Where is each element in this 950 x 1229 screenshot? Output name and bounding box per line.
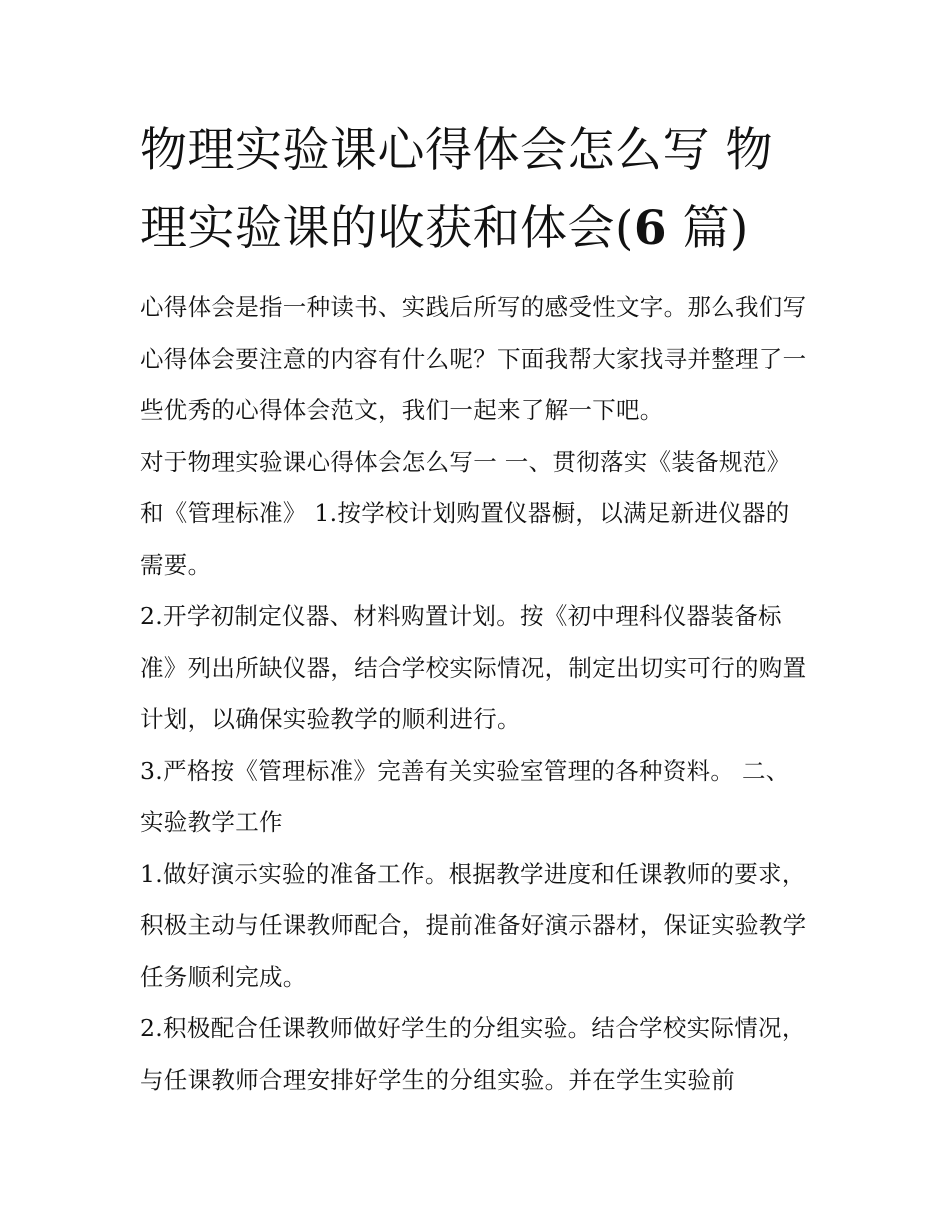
- title-line-2-start: 理实验课的收获和体会(: [140, 201, 634, 256]
- teaching-item-1-paragraph: 1.做好演示实验的准备工作。根据教学进度和任课教师的要求，积极主动与任课教师配合，提前准备好演示器材，保证实验教学任务顺利完成。: [140, 859, 807, 991]
- teaching-item-2-paragraph: 2.积极配合任课教师做好学生的分组实验。结合学校实际情况，与任课教师合理安排好学生的分组实验。并在学生实验前: [140, 1014, 806, 1094]
- item-3-paragraph: 3.严格按《管理标准》完善有关实验室管理的各种资料。 二、实验教学工作: [140, 756, 790, 836]
- item-2-paragraph: 2.开学初制定仪器、材料购置计划。按《初中理科仪器装备标准》列出所缺仪器，结合学校实际情况，制定出切实可行的购置计划，以确保实验教学的顺利进行。: [140, 602, 807, 733]
- document-body: [140, 112, 812, 1106]
- document-title: [140, 112, 812, 268]
- title-line-1: 物理实验课心得体会怎么写 物: [140, 123, 773, 178]
- intro-paragraph: 心得体会是指一种读书、实践后所写的感受性文字。那么我们写心得体会要注意的内容有什么呢？下面我帮大家找寻并整理了一些优秀的心得体会范文，我们一起来了解一下吧。: [140, 293, 807, 424]
- title-line-2-end: 篇): [667, 201, 749, 256]
- title-article-count: 6: [633, 201, 668, 256]
- section-one-paragraph: 对于物理实验课心得体会怎么写一 一、贯彻落实《装备规范》和《管理标准》 1.按学校计划购置仪器橱，以满足新进仪器的需要。: [140, 447, 791, 579]
